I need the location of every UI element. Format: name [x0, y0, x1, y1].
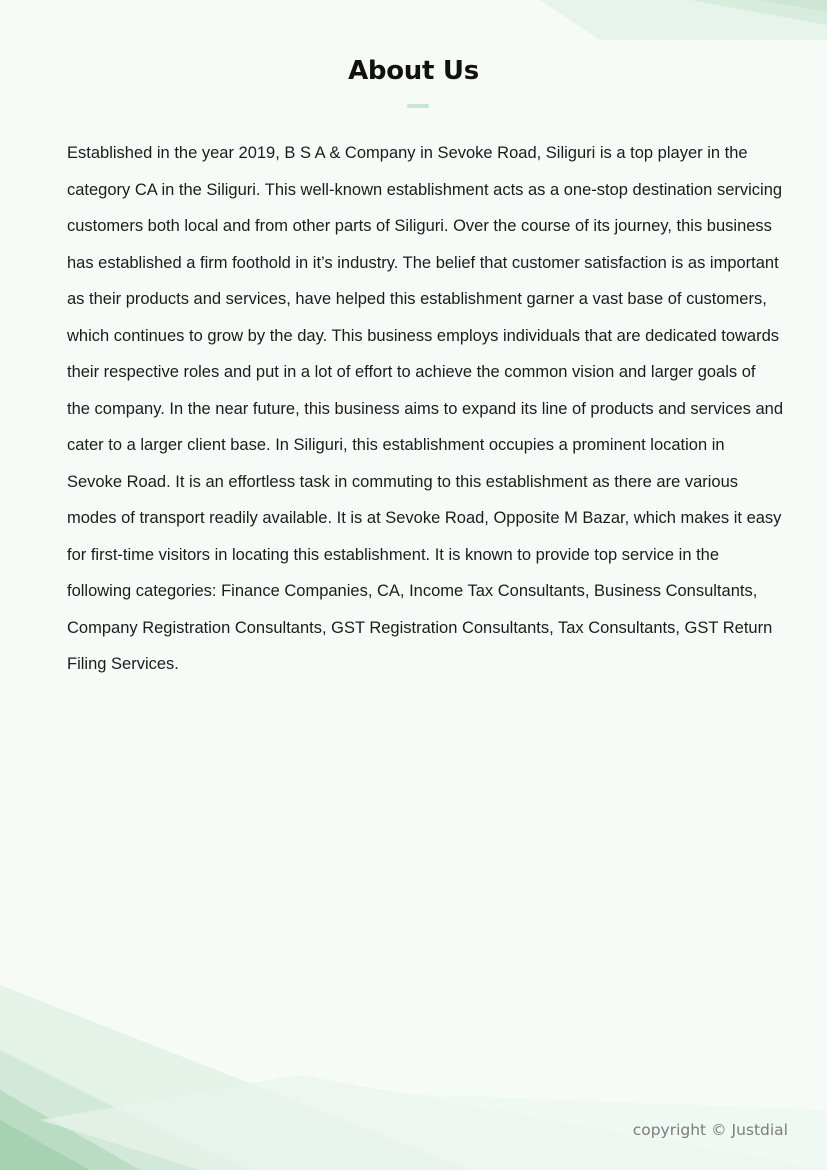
title-underline: [407, 104, 429, 108]
about-paragraph: Established in the year 2019, B S A & Company in Sevoke Road, Siliguri is a top player in the category CA in the Siliguri. This well-known establishment acts as a one-stop destination servicing customers both local and from other parts of Siliguri. Over the course of its journey, this business has established a firm foothold in it’s industry. The belief that customer satisfaction is as important as their products and services, have helped this establishment garner a vast base of customers, which continues to grow by the day. This business employs individuals that are dedicated towards their respective roles and put in a lot of effort to achieve the common vision and larger goals of the company. In the near future, this business aims to expand its line of products and services and cater to a larger client base. In Siliguri, this establishment occupies a prominent location in Sevoke Road. It is an effortless task in commuting to this establishment as there are various modes of transport readily available. It is at Sevoke Road, Opposite M Bazar, which makes it easy for first-time visitors in locating this establishment. It is known to provide top service in the following categories: Finance Companies, CA, Income Tax Consultants, Business Consultants, Company Registration Consultants, GST Registration Consultants, Tax Consultants, GST Return Filing Services.: [67, 144, 784, 673]
page-title: About Us: [348, 56, 479, 86]
copyright-text: copyright © Justdial: [632, 1121, 788, 1139]
